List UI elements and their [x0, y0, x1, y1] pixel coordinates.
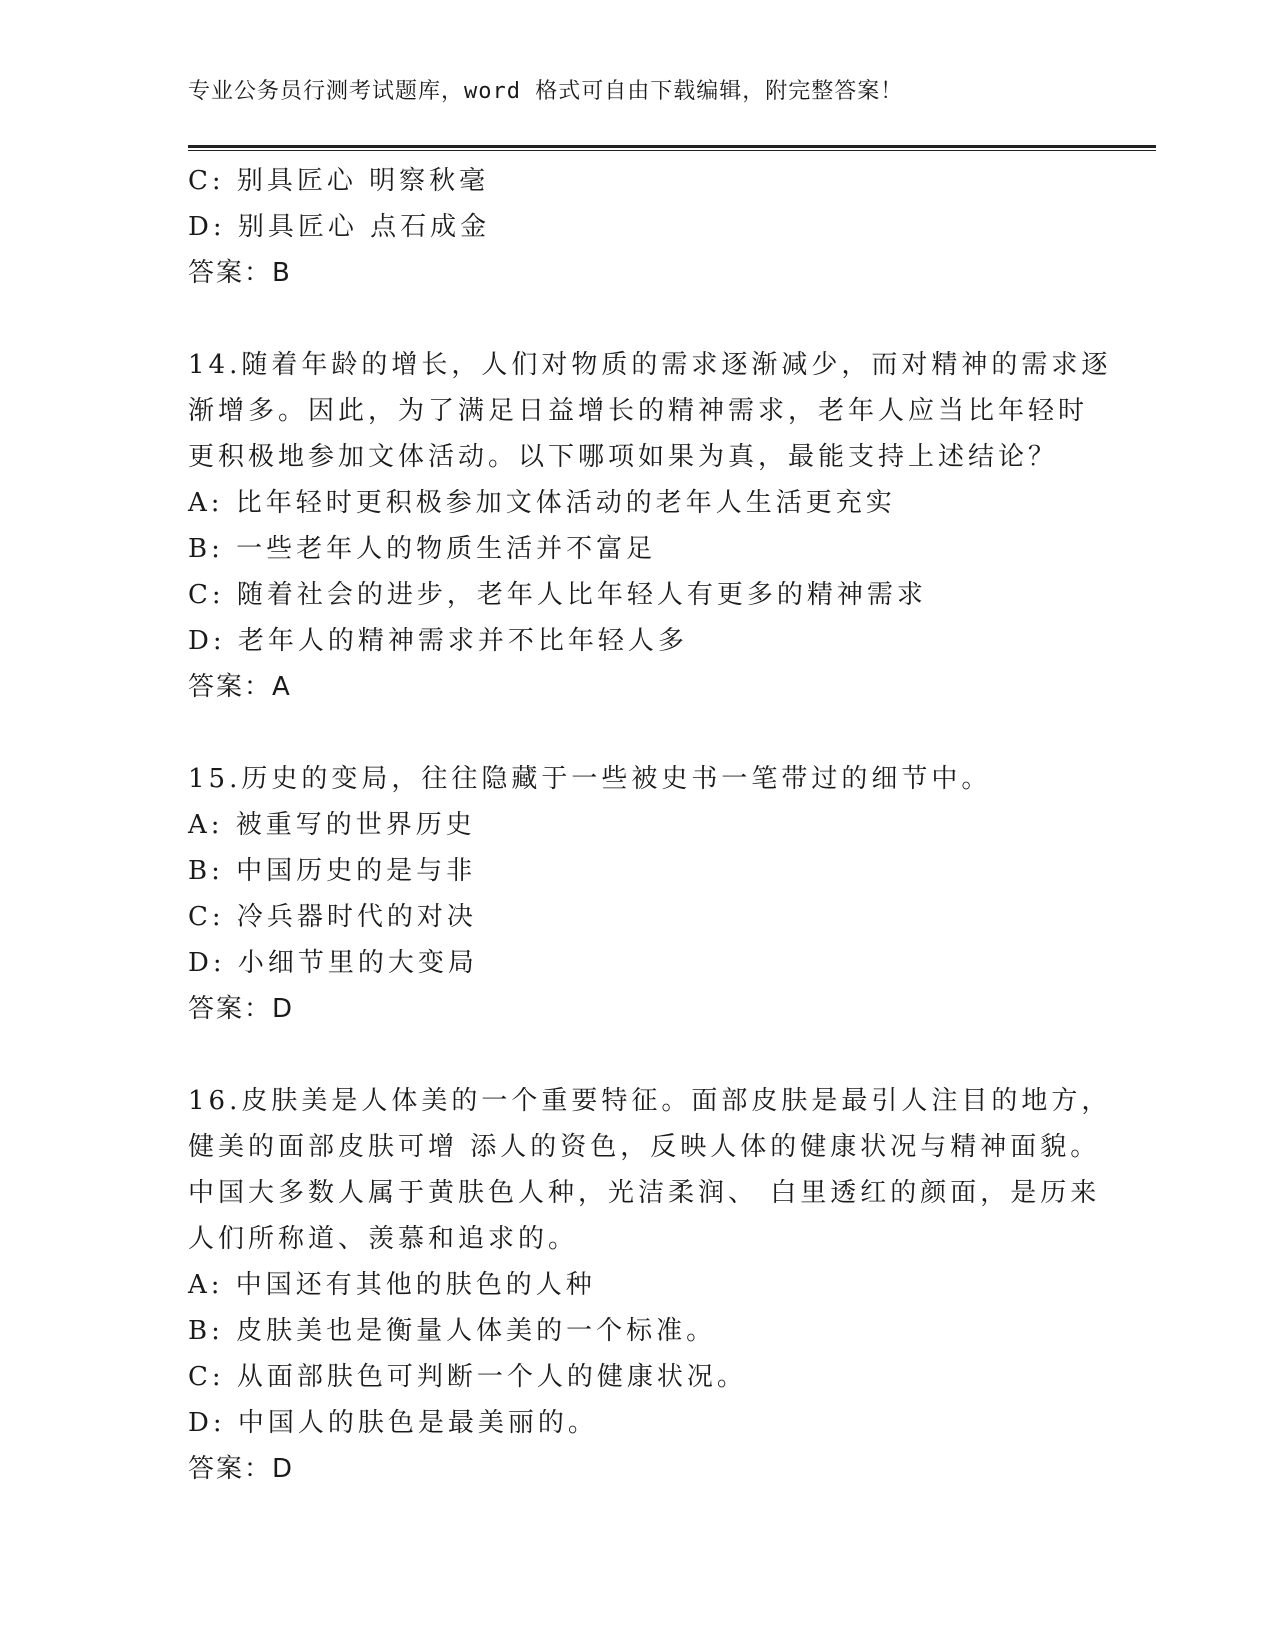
spacer — [188, 1032, 1088, 1078]
option-b: B: 皮肤美也是衡量人体美的一个标准。 — [188, 1316, 717, 1346]
answer-label: 答案：B — [188, 258, 292, 288]
question-stem-line: 16.皮肤美是人体美的一个重要特征。面部皮肤是最引人注目的地方， — [188, 1086, 1112, 1116]
question-13-tail — [188, 158, 1088, 296]
option-d: D: 小细节里的大变局 — [188, 948, 478, 978]
question-stem-line: 15.历史的变局，往往隐藏于一些被史书一笔带过的细节中。 — [188, 764, 992, 794]
option-d: D: 老年人的精神需求并不比年轻人多 — [188, 626, 688, 656]
option-b: B: 中国历史的是与非 — [188, 856, 477, 886]
question-stem-line: 中国大多数人属于黄肤色人种，光洁柔润、 白里透红的颜面，是历来 — [188, 1178, 1101, 1208]
question-stem-line: 健美的面部皮肤可增 添人的资色，反映人体的健康状况与精神面貌。 — [188, 1132, 1101, 1162]
question-14 — [188, 342, 1112, 710]
answer-label: 答案：D — [188, 1454, 295, 1484]
question-stem-line: 渐增多。因此，为了满足日益增长的精神需求，老年人应当比年轻时 — [188, 396, 1089, 426]
option-c: C: 从面部肤色可判断一个人的健康状况。 — [188, 1362, 747, 1392]
option-b: B: 一些老年人的物质生活并不富足 — [188, 534, 657, 564]
option-c: C: 冷兵器时代的对决 — [188, 902, 477, 932]
answer-label: 答案：A — [188, 672, 292, 702]
option-a: A: 被重写的世界历史 — [188, 810, 476, 840]
spacer — [188, 710, 1088, 756]
question-15 — [188, 756, 1088, 1032]
question-stem-line: 人们所称道、羡慕和追求的。 — [188, 1224, 579, 1254]
header-divider-thick — [188, 145, 1156, 148]
option-d: D: 中国人的肤色是最美丽的。 — [188, 1408, 598, 1438]
option-c: C: 随着社会的进步，老年人比年轻人有更多的精神需求 — [188, 580, 927, 610]
answer-label: 答案：D — [188, 994, 295, 1024]
question-stem-line: 更积极地参加文体活动。以下哪项如果为真，最能支持上述结论？ — [188, 442, 1059, 472]
option-a: A: 中国还有其他的肤色的人种 — [188, 1270, 596, 1300]
question-16 — [188, 1078, 1112, 1492]
option-d: D: 别具匠心 点石成金 — [188, 212, 491, 242]
option-c: C: 别具匠心 明察秋毫 — [188, 166, 490, 196]
spacer — [188, 296, 1088, 342]
header-divider-thin — [188, 150, 1156, 151]
option-a: A: 比年轻时更积极参加文体活动的老年人生活更充实 — [188, 488, 896, 518]
question-list — [188, 158, 1112, 1492]
question-stem-line: 14.随着年龄的增长，人们对物质的需求逐渐减少，而对精神的需求逐 — [188, 350, 1112, 380]
page-header: 专业公务员行测考试题库，word 格式可自由下载编辑，附完整答案！ — [188, 79, 904, 104]
